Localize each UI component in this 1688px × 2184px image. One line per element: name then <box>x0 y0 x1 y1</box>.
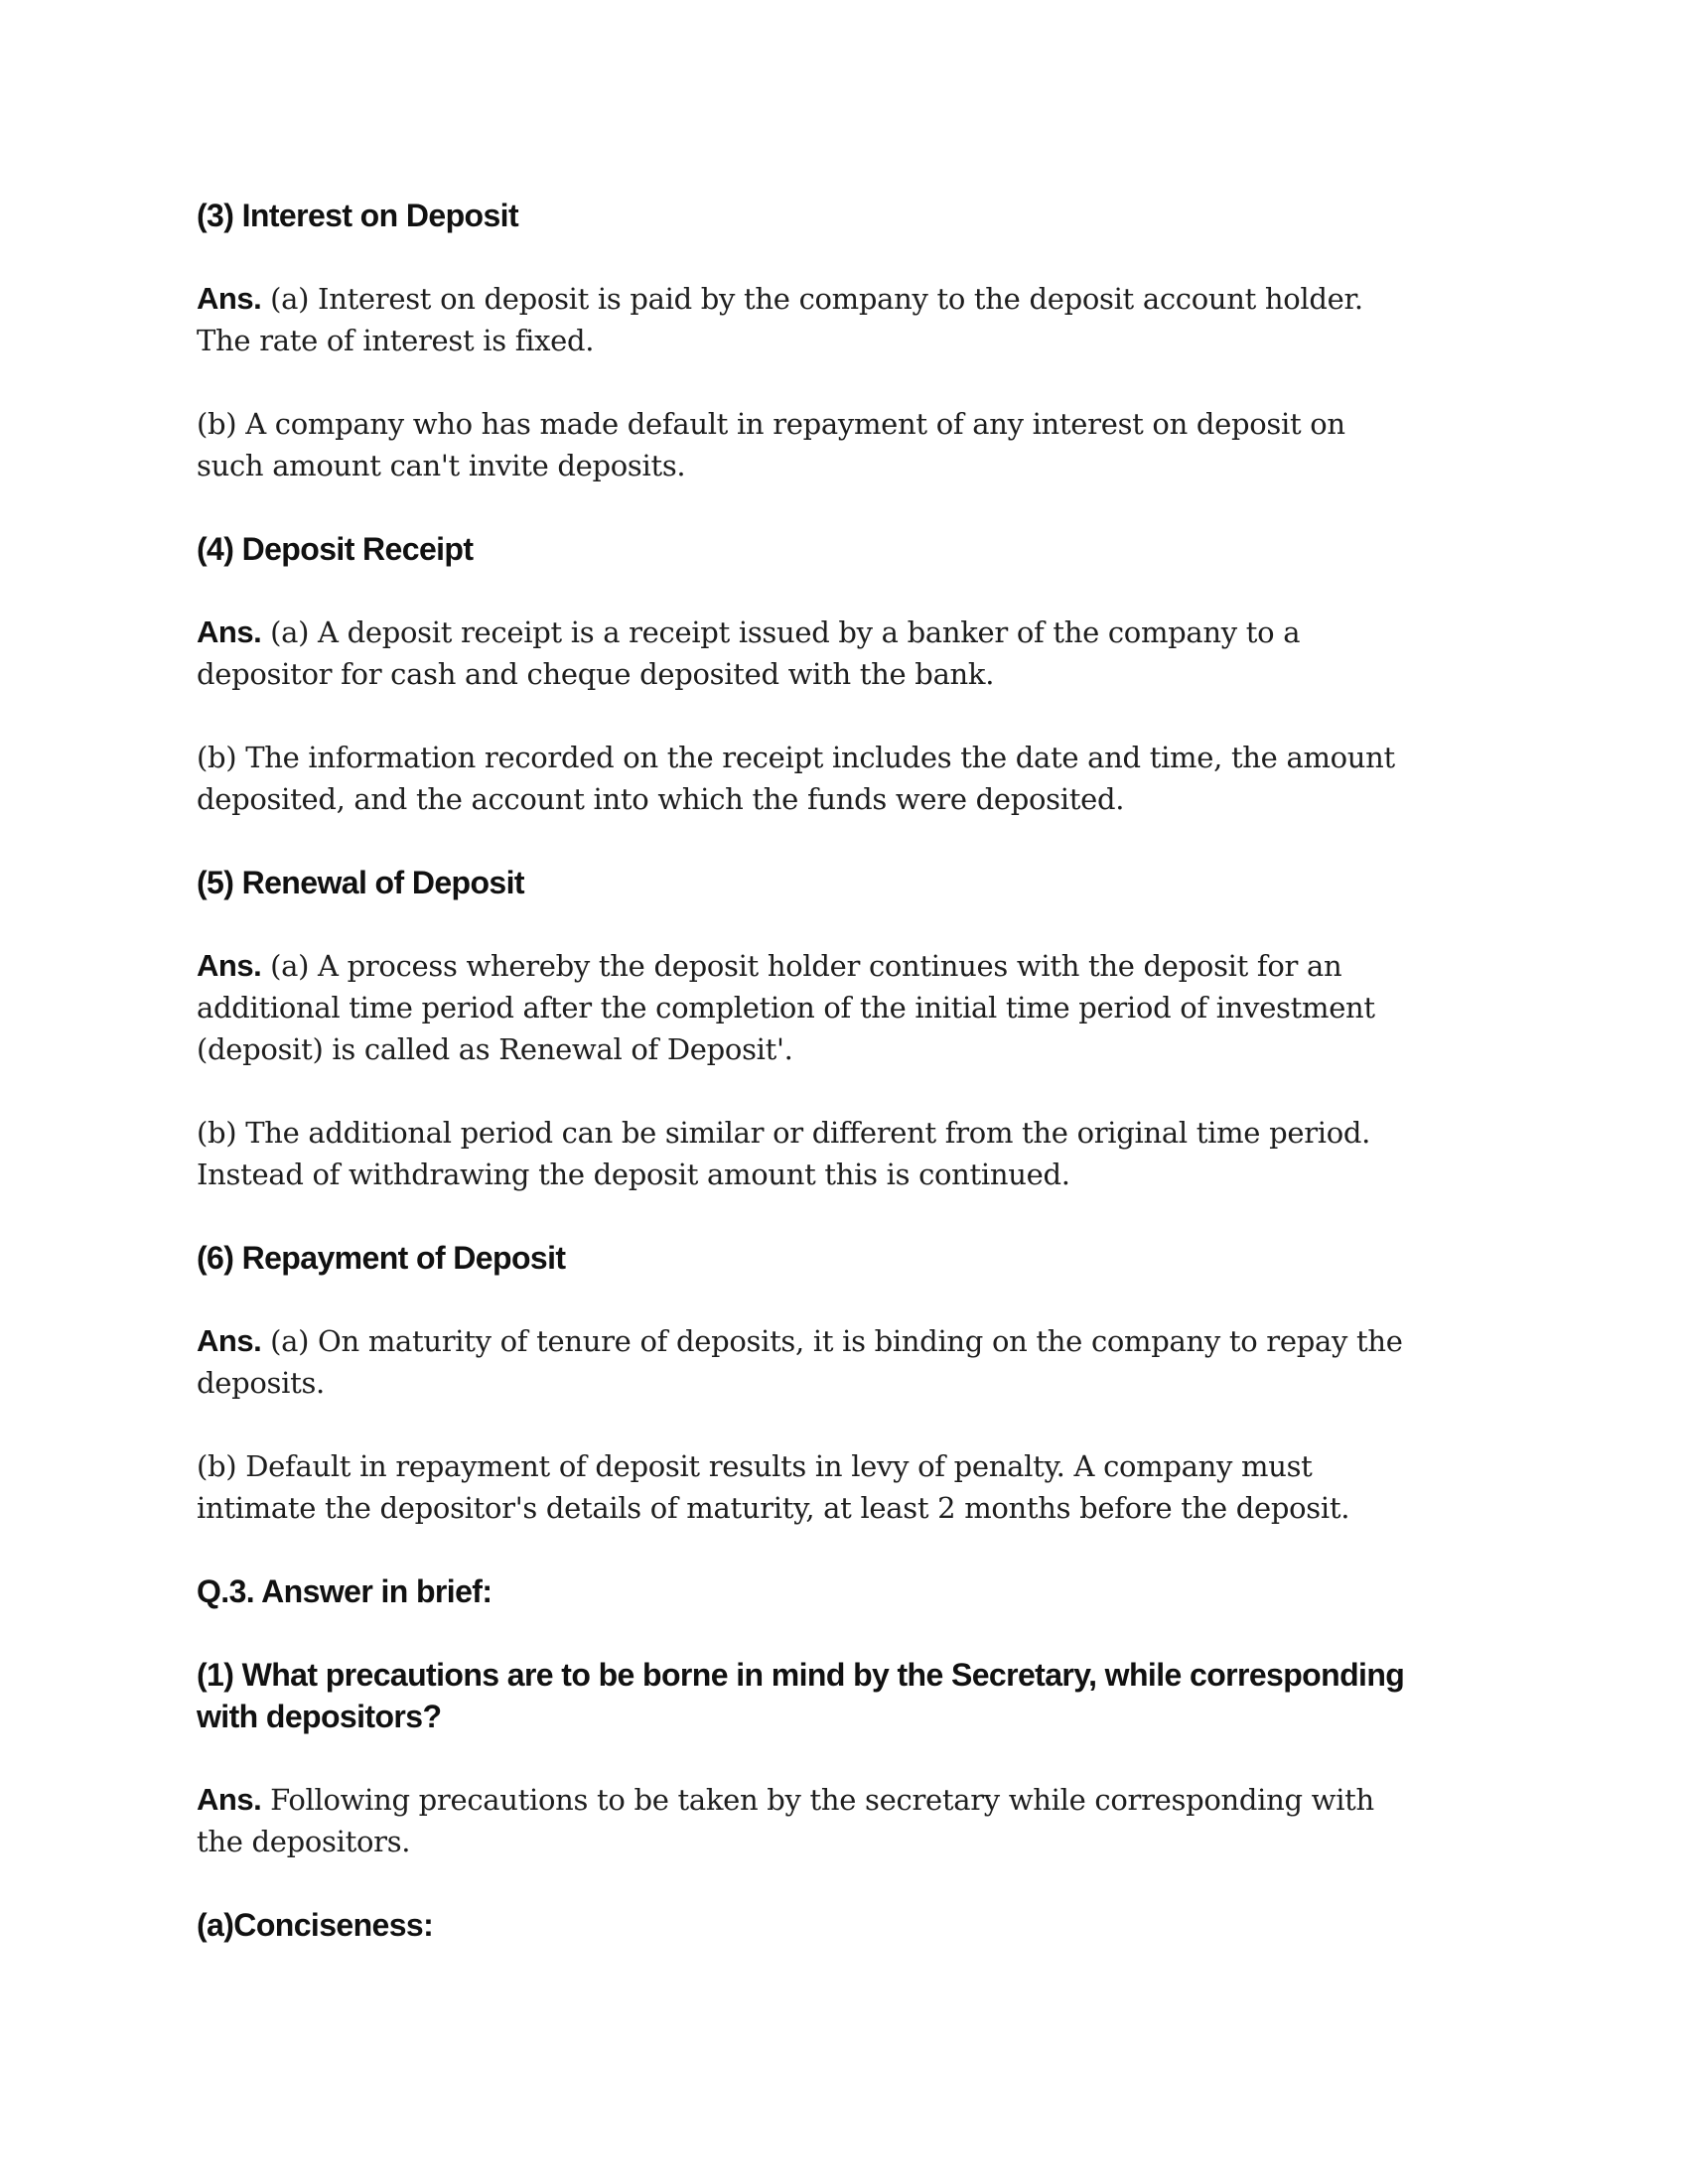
line-text: deposits. <box>197 1366 325 1400</box>
paragraph-line <box>197 653 1507 695</box>
heading-text: (a)Conciseness: <box>197 1907 434 1943</box>
heading-text: (5) Renewal of Deposit <box>197 865 524 900</box>
heading-text: (6) Repayment of Deposit <box>197 1240 566 1276</box>
answer-label: Ans. <box>197 281 262 316</box>
section-heading <box>197 1237 1507 1279</box>
answer-paragraph <box>197 1112 1507 1195</box>
spacer <box>197 1529 1507 1570</box>
line-text: (a) A deposit receipt is a receipt issued by a banker of the company to a <box>270 615 1301 649</box>
line-text: depositor for cash and cheque deposited with the bank. <box>197 657 995 691</box>
spacer <box>197 1070 1507 1112</box>
line-text: The rate of interest is fixed. <box>197 324 595 357</box>
paragraph-line <box>197 987 1507 1028</box>
spacer <box>197 820 1507 862</box>
spacer <box>197 236 1507 278</box>
paragraph-line <box>197 445 1507 486</box>
spacer <box>197 1862 1507 1904</box>
section-heading <box>197 1904 1507 1946</box>
paragraph-line <box>197 1112 1507 1154</box>
paragraph-line <box>197 1154 1507 1195</box>
line-text: the depositors. <box>197 1825 411 1858</box>
heading-line: with depositors? <box>197 1699 442 1734</box>
answer-paragraph <box>197 1779 1507 1862</box>
answer-label: Ans. <box>197 1782 262 1817</box>
paragraph-line <box>197 1779 1507 1821</box>
spacer <box>197 1404 1507 1445</box>
line-text: such amount can't invite deposits. <box>197 449 686 482</box>
paragraph-line <box>197 278 1507 320</box>
paragraph-line <box>197 403 1507 445</box>
spacer <box>197 695 1507 737</box>
section-heading <box>197 1570 1507 1612</box>
line-text: (a) Interest on deposit is paid by the company to the deposit account holder. <box>270 282 1363 316</box>
answer-label: Ans. <box>197 1323 262 1358</box>
spacer <box>197 361 1507 403</box>
paragraph-line <box>197 1821 1507 1862</box>
spacer <box>197 903 1507 945</box>
paragraph-line <box>197 1445 1507 1487</box>
spacer <box>197 1612 1507 1654</box>
section-heading <box>197 195 1507 236</box>
heading-line: (1) What precautions are to be borne in mind by the Secretary, while corresponding <box>197 1657 1405 1693</box>
paragraph-line <box>197 1028 1507 1070</box>
section-heading <box>197 1654 1507 1737</box>
answer-paragraph <box>197 737 1507 820</box>
heading-text: Q.3. Answer in brief: <box>197 1573 492 1609</box>
paragraph-line <box>197 320 1507 361</box>
line-text: additional time period after the completion of the initial time period of investment <box>197 991 1375 1024</box>
line-text: (b) The additional period can be similar or different from the original time period. <box>197 1116 1371 1150</box>
line-text: (deposit) is called as Renewal of Deposit'. <box>197 1032 793 1066</box>
answer-paragraph <box>197 1445 1507 1529</box>
answer-paragraph <box>197 403 1507 486</box>
answer-paragraph <box>197 945 1507 1070</box>
spacer <box>197 486 1507 528</box>
spacer <box>197 1195 1507 1237</box>
spacer <box>197 570 1507 612</box>
paragraph-line <box>197 612 1507 653</box>
line-text: deposited, and the account into which the funds were deposited. <box>197 782 1125 816</box>
line-text: Instead of withdrawing the deposit amount this is continued. <box>197 1158 1070 1191</box>
paragraph-line <box>197 737 1507 778</box>
answer-paragraph <box>197 612 1507 695</box>
paragraph-line <box>197 778 1507 820</box>
line-text: (b) The information recorded on the receipt includes the date and time, the amount <box>197 741 1395 774</box>
spacer <box>197 1279 1507 1320</box>
line-text: (a) On maturity of tenure of deposits, it is binding on the company to repay the <box>270 1324 1403 1358</box>
line-text: (b) A company who has made default in repayment of any interest on deposit on <box>197 407 1345 441</box>
line-text: (b) Default in repayment of deposit results in levy of penalty. A company must <box>197 1449 1313 1483</box>
heading-text: (3) Interest on Deposit <box>197 198 519 233</box>
line-text: intimate the depositor's details of maturity, at least 2 months before the deposit. <box>197 1491 1350 1525</box>
section-heading <box>197 862 1507 903</box>
answer-label: Ans. <box>197 948 262 983</box>
section-heading <box>197 528 1507 570</box>
document-content <box>197 195 1507 1987</box>
paragraph-line <box>197 1320 1507 1362</box>
answer-paragraph <box>197 278 1507 361</box>
heading-text: (4) Deposit Receipt <box>197 531 474 567</box>
line-text: Following precautions to be taken by the secretary while corresponding with <box>270 1783 1374 1817</box>
line-text: (a) A process whereby the deposit holder continues with the deposit for an <box>270 949 1342 983</box>
paragraph-line <box>197 1362 1507 1404</box>
paragraph-line <box>197 945 1507 987</box>
spacer <box>197 1737 1507 1779</box>
spacer <box>197 1946 1507 1987</box>
answer-label: Ans. <box>197 614 262 649</box>
answer-paragraph <box>197 1320 1507 1404</box>
paragraph-line <box>197 1487 1507 1529</box>
